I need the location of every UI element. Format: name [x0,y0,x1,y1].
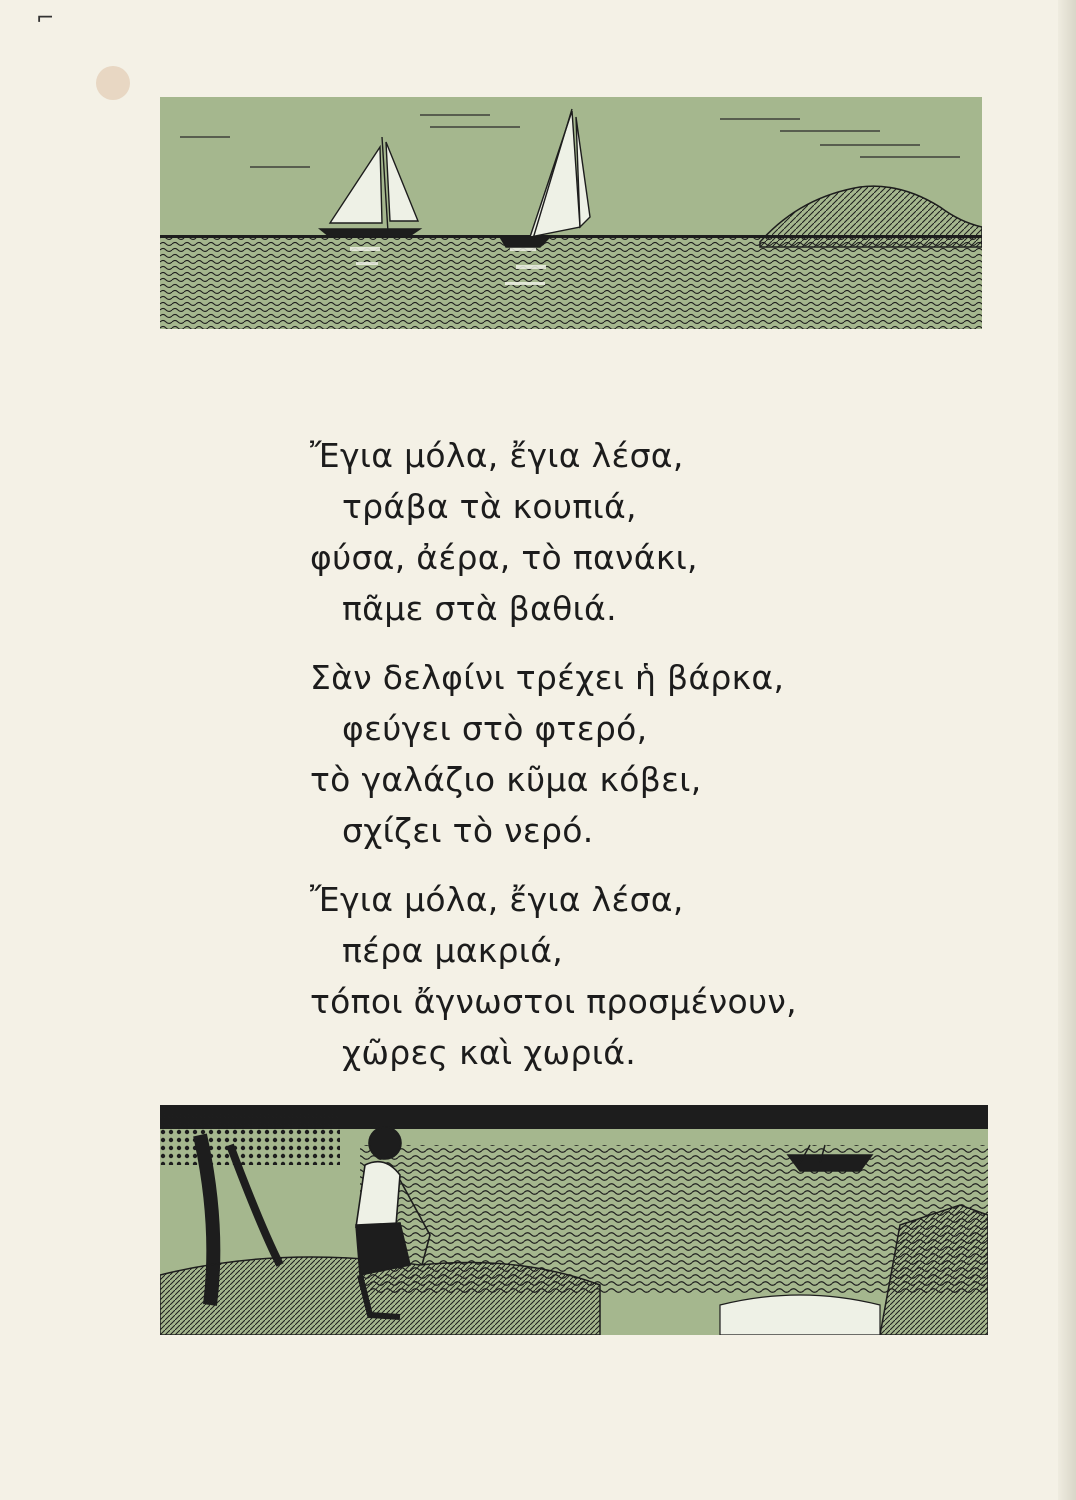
corner-mark: ⌐ [36,6,55,31]
poem-line: φεύγει στὸ φτερό, [342,709,648,748]
sailboats-seascape-icon [160,97,982,329]
poem-line: πέρα μακριά, [342,931,564,970]
paper-stain [96,66,130,100]
poem-line: Ἔγια μόλα, ἔγια λέσα, [310,436,684,475]
page-edge [1058,0,1076,1500]
stanza-2 [310,652,950,856]
poem-line: τὸ γαλάζιο κῦμα κόβει, [310,760,702,799]
poem-line: φύσα, ἀέρα, τὸ πανάκι, [310,538,698,577]
sailboats-illustration [160,97,982,329]
boy-seascape-icon [160,1105,988,1335]
poem-line: Σὰν δελφίνι τρέχει ἡ βάρκα, [310,658,785,697]
poem [310,430,950,1096]
poem-line: σχίζει τὸ νερό. [342,811,594,850]
stanza-1 [310,430,950,634]
poem-line: τόποι ἄγνωστοι προσμένουν, [310,982,797,1021]
poem-line: χῶρες καὶ χωριά. [342,1033,637,1072]
stanza-3 [310,874,950,1078]
poem-line: τράβα τὰ κουπιά, [342,487,637,526]
poem-line: πᾶμε στὰ βαθιά. [342,589,617,628]
boy-on-rocks-illustration [160,1105,988,1335]
poem-line: Ἔγια μόλα, ἔγια λέσα, [310,880,684,919]
